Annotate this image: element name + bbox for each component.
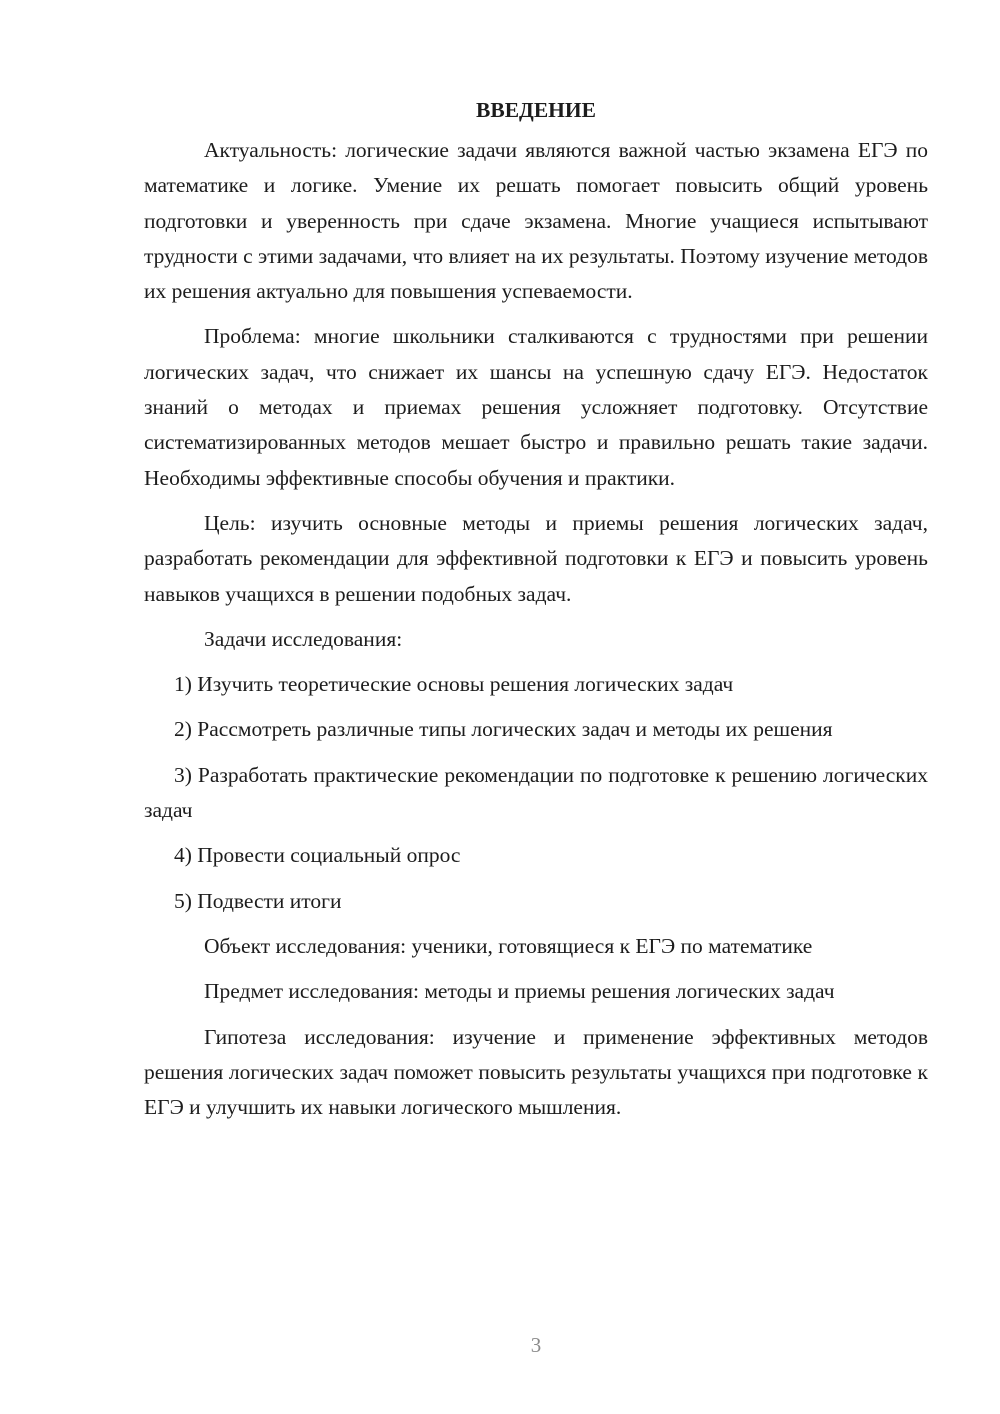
page-number: 3 [530,1333,542,1357]
task-item-4: 4) Провести социальный опрос [174,843,461,868]
tasks-title: Задачи исследования: [204,626,403,651]
task-item-3: 3) Разработать практические рекомендации по подготовке к решению логических задач [144,762,928,823]
paragraph-problem: Проблема: многие школьники сталкиваются с трудностями при решении логических задач, что снижает их шансы на успешную сдачу ЕГЭ. Недостаток знаний о методах и приемах решения усложняет подготовку. Отсутствие систематизированных методов мешает быстро и правильно решать такие задачи. Необходимы эффективные способы обучения и практики. [144,324,928,490]
paragraph-subject: Предмет исследования: методы и приемы решения логических задач [204,979,835,1004]
task-item-5: 5) Подвести итоги [174,888,342,913]
task-item-1: 1) Изучить теоретические основы решения логических задач [174,672,734,697]
page-title: ВВЕДЕНИЕ [476,98,596,122]
paragraph-relevance: Актуальность: логические задачи являются важной частью экзамена ЕГЭ по математике и логике. Умение их решать помогает повысить общий уровень подготовки и уверенность при сдаче экзамена. Многие учащиеся испытывают трудности с этими задачами, что влияет на их результаты. Поэтому изучение методов их решения актуально для повышения успеваемости. [144,138,929,304]
task-item-2: 2) Рассмотреть различные типы логических задач и методы их решения [174,717,833,742]
paragraph-goal: Цель: изучить основные методы и приемы решения логических задач, разработать рекомендации для эффективной подготовки к ЕГЭ и повысить уровень навыков учащихся в решении подобных задач. [144,510,928,606]
paragraph-hypothesis: Гипотеза исследования: изучение и применение эффективных методов решения логических задач поможет повысить результаты учащихся при подготовке к ЕГЭ и улучшить их навыки логического мышления. [144,1024,928,1120]
page-content [144,94,928,1135]
paragraph-object: Объект исследования: ученики, готовящиеся к ЕГЭ по математике [204,933,813,958]
